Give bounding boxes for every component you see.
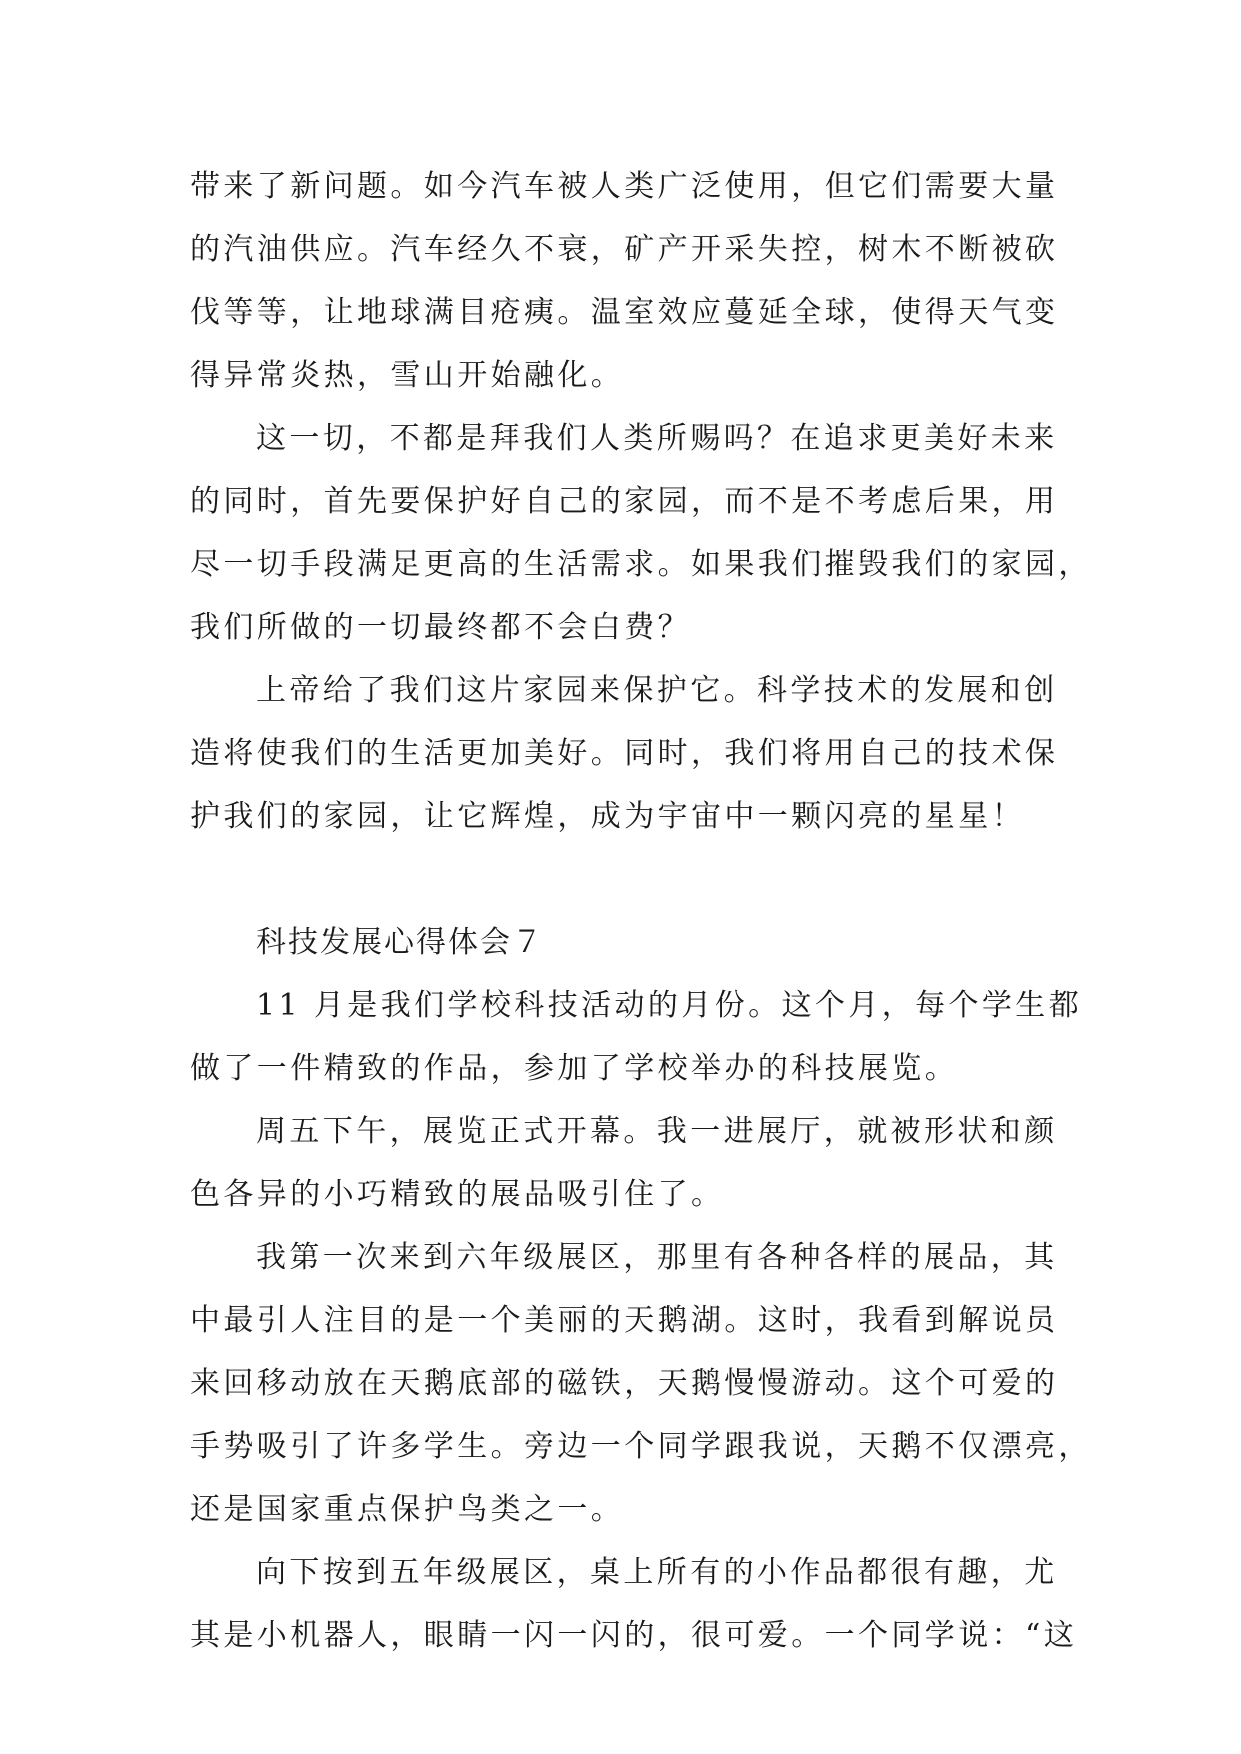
text-line: 手势吸引了许多学生。旁边一个同学跟我说，天鹅不仅漂亮， [190, 1429, 1092, 1464]
paragraph-5 [190, 1100, 1058, 1226]
text-line: 其是小机器人，眼睛一闪一闪的，很可爱。一个同学说：“这 [190, 1618, 1078, 1653]
text-line: 色各异的小巧精致的展品吸引住了。 [190, 1177, 725, 1212]
text-line: 的汽油供应。汽车经久不衰，矿产开采失控，树木不断被砍 [190, 232, 1059, 267]
text-line: 还是国家重点保护鸟类之一。 [190, 1492, 625, 1527]
paragraph-3 [190, 659, 1059, 848]
text-line: 尽一切手段满足更高的生活需求。如果我们摧毁我们的家园， [190, 547, 1092, 582]
text-line: 护我们的家园，让它辉煌，成为宇宙中一颗闪亮的星星！ [190, 799, 1025, 834]
document-body [190, 155, 1092, 1667]
text-line: 这一切，不都是拜我们人类所赐吗？在追求更美好未来 [256, 421, 1058, 456]
text-line: 来回移动放在天鹅底部的磁铁，天鹅慢慢游动。这个可爱的 [190, 1366, 1059, 1401]
paragraph-2 [190, 407, 1092, 659]
text-line: 带来了新问题。如今汽车被人类广泛使用，但它们需要大量 [190, 169, 1059, 204]
section-gap [190, 848, 1052, 911]
text-line: 11 月是我们学校科技活动的月份。这个月，每个学生都 [256, 988, 1083, 1023]
paragraph-4 [190, 974, 1083, 1100]
text-line: 上帝给了我们这片家园来保护它。科学技术的发展和创 [256, 673, 1058, 708]
text-line: 得异常炎热，雪山开始融化。 [190, 358, 625, 393]
paragraph-1 [190, 155, 1059, 407]
text-line: 伐等等，让地球满目疮痍。温室效应蔓延全球，使得天气变 [190, 295, 1059, 330]
paragraph-7 [190, 1541, 1078, 1667]
text-line: 向下按到五年级展区，桌上所有的小作品都很有趣，尤 [256, 1555, 1058, 1590]
text-line: 造将使我们的生活更加美好。同时，我们将用自己的技术保 [190, 736, 1059, 771]
text-line: 周五下午，展览正式开幕。我一进展厅，就被形状和颜 [256, 1114, 1058, 1149]
paragraph-6 [190, 1226, 1092, 1541]
text-line: 中最引人注目的是一个美丽的天鹅湖。这时，我看到解说员 [190, 1303, 1059, 1338]
text-line: 的同时，首先要保护好自己的家园，而不是不考虑后果，用 [190, 484, 1059, 519]
text-line: 我们所做的一切最终都不会白费？ [190, 610, 691, 645]
text-line: 我第一次来到六年级展区，那里有各种各样的展品，其 [256, 1240, 1058, 1275]
text-line: 做了一件精致的作品，参加了学校举办的科技展览。 [190, 1051, 959, 1086]
section-heading: 科技发展心得体会７ [256, 925, 544, 960]
